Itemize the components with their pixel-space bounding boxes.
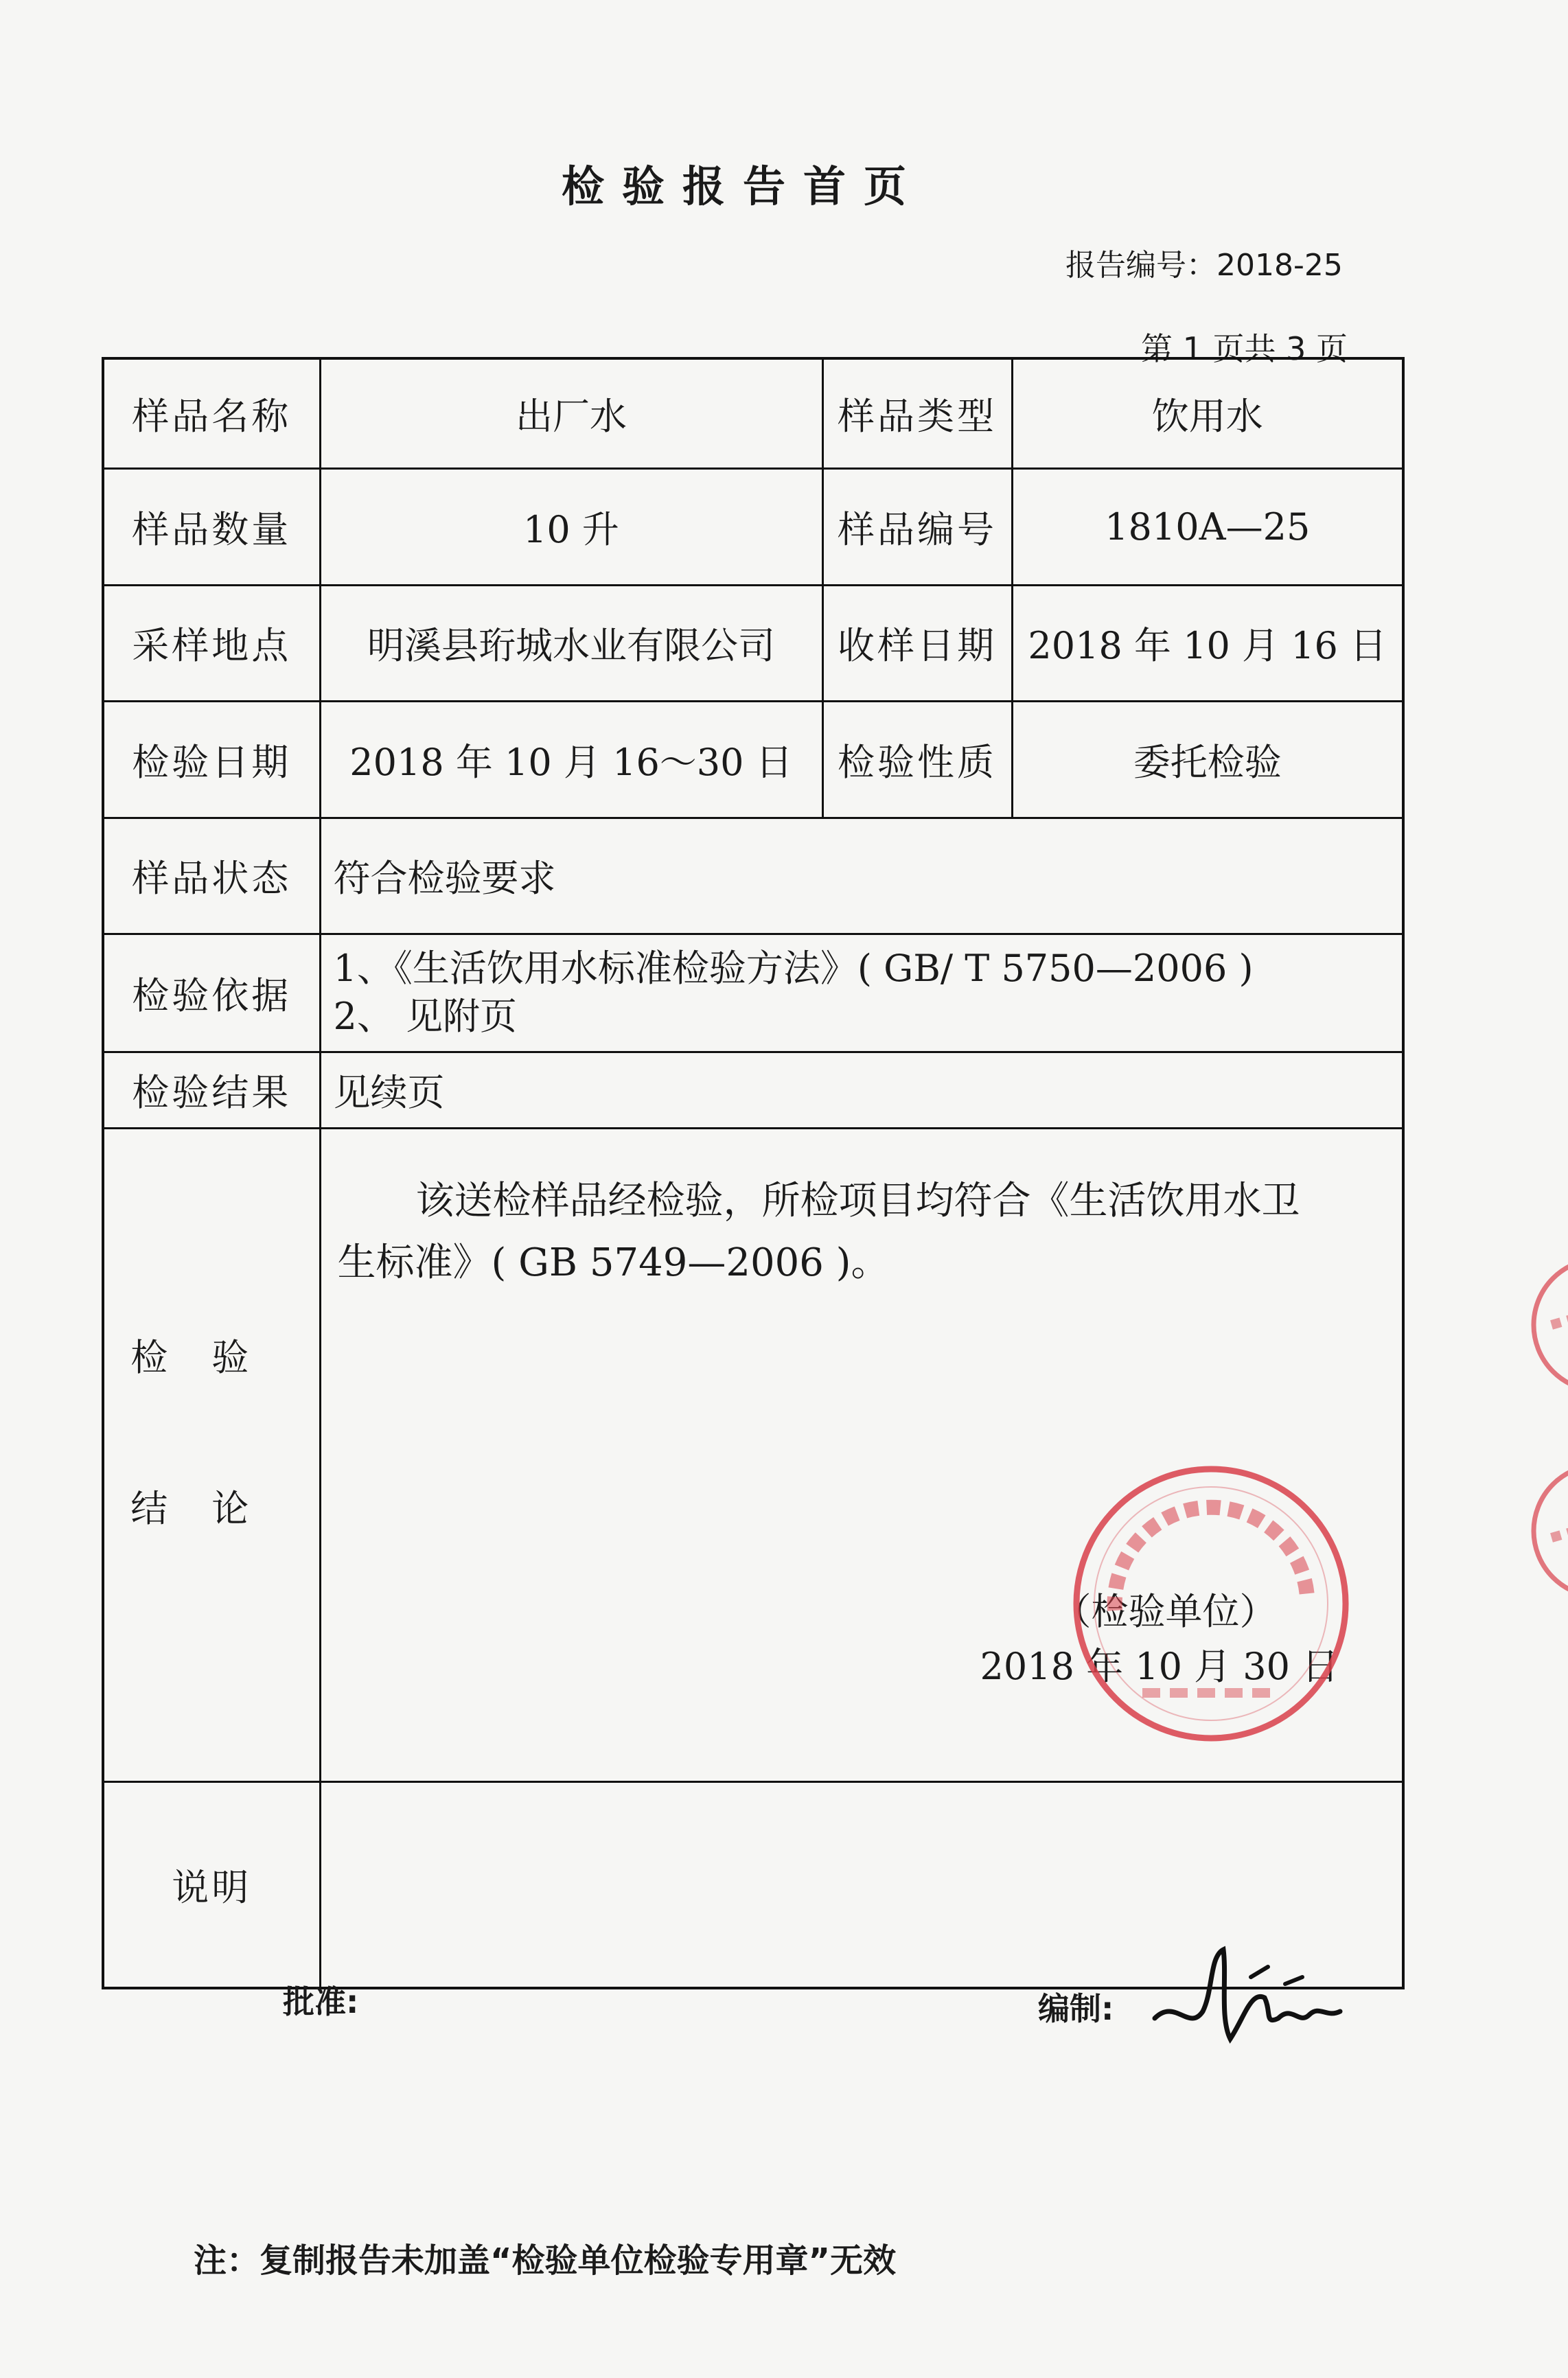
footer-note: 注：复制报告未加盖“检验单位检验专用章”无效: [194, 2241, 897, 2280]
receipt-date-value: 2018 年 10 月 16 日: [1012, 585, 1403, 701]
conclusion-label: [103, 1129, 320, 1782]
test-basis-line-1: 1、《生活饮用水标准检验方法》( GB/ T 5750—2006 ): [333, 947, 1254, 991]
test-nature-value: 委托检验: [1012, 702, 1403, 818]
sample-code-label: 样品编号: [822, 469, 1012, 585]
sample-status-label: 样品状态: [103, 818, 320, 934]
sample-type-value: 饮用水: [1012, 358, 1403, 469]
report-number: 报告编号：2018-25: [1065, 248, 1343, 283]
sample-quantity-label: 样品数量: [103, 469, 320, 585]
signature-icon: [1148, 1936, 1354, 2059]
test-date-label: 检验日期: [103, 702, 320, 818]
test-result-label: 检验结果: [103, 1052, 320, 1129]
table-row: [103, 934, 1403, 1052]
editor-label: 编制:: [1038, 1990, 1114, 2027]
conclusion-label-line-1: 检验: [130, 1336, 293, 1380]
remarks-label: 说明: [103, 1782, 320, 1988]
table-row: [103, 469, 1403, 585]
conclusion-text: 该送检样品经检验，所检项目均符合《生活饮用水卫生标准》( GB 5749—2006 )。: [337, 1179, 1300, 1286]
conclusion-label-line-2: 结论: [130, 1487, 293, 1531]
sample-name-value: 出厂水: [320, 358, 822, 469]
test-basis-label: 检验依据: [103, 934, 320, 1052]
approve-label: 批准:: [283, 1983, 359, 2020]
table-row: [103, 1052, 1403, 1129]
test-basis-line-2: 2、 见附页: [333, 995, 518, 1039]
table-row: [103, 585, 1403, 701]
receipt-date-label: 收样日期: [822, 585, 1012, 701]
test-date-value: 2018 年 10 月 16～30 日: [320, 702, 822, 818]
sample-type-label: 样品类型: [822, 358, 1012, 469]
test-result-value: 见续页: [320, 1052, 1403, 1129]
table-row: [103, 818, 1403, 934]
partial-stamp-icon: [1497, 1249, 1568, 1400]
table-row: [103, 702, 1403, 818]
page-info: 第 1 页共 3 页: [1141, 330, 1348, 367]
test-nature-label: 检验性质: [822, 702, 1012, 818]
sampling-location-value: 明溪县珩城水业有限公司: [320, 585, 822, 701]
sampling-location-label: 采样地点: [103, 585, 320, 701]
report-table: [102, 357, 1405, 1989]
partial-stamp-icon: [1497, 1455, 1568, 1606]
sample-status-value: 符合检验要求: [320, 818, 1403, 934]
test-basis-value: [320, 934, 1403, 1052]
conclusion-date: 2018 年 10 月 30 日: [980, 1645, 1339, 1689]
conclusion-content: [320, 1129, 1403, 1782]
page-title: 检验报告首页: [561, 161, 924, 211]
sample-code-value: 1810A—25: [1012, 469, 1403, 585]
table-row: [103, 358, 1403, 469]
sample-name-label: 样品名称: [103, 358, 320, 469]
conclusion-unit: （检验单位）: [1054, 1590, 1277, 1634]
sample-quantity-value: 10 升: [320, 469, 822, 585]
table-row: [103, 1129, 1403, 1782]
